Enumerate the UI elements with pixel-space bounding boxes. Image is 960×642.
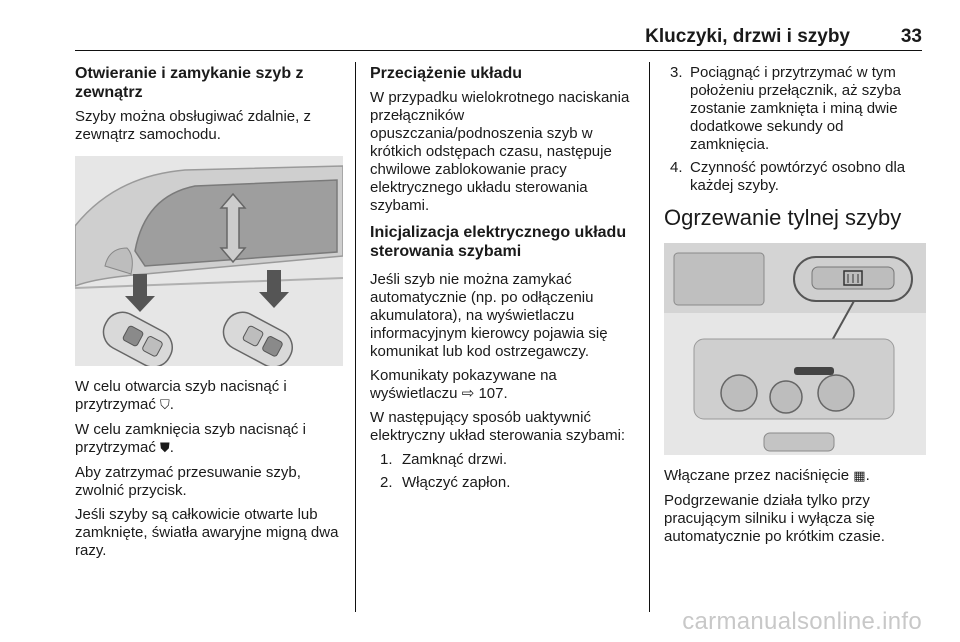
paragraph-close: W celu zamknięcia szyb nacisnąć i przytrzymać ⛊. bbox=[75, 421, 306, 456]
unlock-icon: ⛉ bbox=[160, 398, 170, 413]
section-heading: Ogrzewanie tylnej szyby bbox=[664, 205, 902, 230]
paragraph: Szyby można obsługiwać zdalnie, z zewnątrz samochodu. bbox=[75, 108, 311, 143]
steps-list bbox=[664, 64, 926, 195]
paragraph-open: W celu otwarcia szyb nacisnąć i przytrzymać ⛉. bbox=[75, 378, 287, 413]
header-title: Kluczyki, drzwi i szyby bbox=[645, 26, 850, 47]
paragraph: Aby zatrzymać przesuwanie szyb, zwolnić przycisk. bbox=[75, 464, 301, 499]
paragraph-reference: Komunikaty pokazywane na wyświetlaczu ⇨ 107. bbox=[370, 367, 557, 402]
section-heading: Inicjalizacja elektrycznego układu sterowania szybami bbox=[370, 224, 627, 260]
column-divider bbox=[649, 62, 650, 612]
list-item: 2. Włączyć zapłon. bbox=[380, 474, 511, 491]
watermark: carmanualsonline.info bbox=[682, 608, 922, 635]
paragraph-defrost: Włączane przez naciśnięcie ▦. bbox=[664, 467, 870, 484]
page-reference-link[interactable]: 107. bbox=[478, 385, 508, 402]
column-divider bbox=[355, 62, 356, 612]
list-item: 4. Czynność powtórzyć osobno dla każdej szyby. bbox=[670, 159, 906, 194]
column-2 bbox=[370, 64, 638, 498]
page-header bbox=[75, 22, 922, 51]
paragraph: Podgrzewanie działa tylko przy pracującym silniku i wyłącza się automatycznie po krótkim czasie. bbox=[664, 492, 885, 545]
lock-icon: ⛊ bbox=[160, 441, 170, 456]
paragraph: W następujący sposób uaktywnić elektryczny układ sterowania szybami: bbox=[370, 409, 626, 444]
column-1 bbox=[75, 64, 343, 566]
paragraph: Jeśli szyb nie można zamykać automatycznie (np. po odłączeniu akumulatora), na wyświetlaczu informacyjnym kierowcy pojawia się komunikat lub kod ostrzegawczy. bbox=[370, 271, 608, 360]
list-item: 1. Zamknąć drzwi. bbox=[380, 451, 508, 468]
dashboard-defrost-illustration bbox=[664, 243, 926, 455]
section-heading: Przeciążenie układu bbox=[370, 65, 523, 82]
page-number: 33 bbox=[900, 26, 922, 47]
steps-list bbox=[370, 451, 638, 492]
paragraph: W przypadku wielokrotnego naciskania przełączników opuszczania/podnoszenia szyb w krótkich odstępach czasu, następuje chwilowe zablokowanie pracy elektrycznego układu sterowania szybami. bbox=[370, 89, 630, 214]
section-heading: Otwieranie i zamykanie szyb z zewnątrz bbox=[75, 65, 304, 101]
paragraph: Jeśli szyby są całkowicie otwarte lub zamknięte, światła awaryjne migną dwa razy. bbox=[75, 506, 339, 559]
list-item: 3. Pociągnąć i przytrzymać w tym położeniu przełącznik, aż szyba zostanie zamknięta i miną dwie dodatkowe sekundy od zamknięcia. bbox=[670, 64, 901, 153]
rear-defrost-icon: ▦ bbox=[853, 469, 866, 484]
column-3 bbox=[664, 64, 926, 552]
window-remote-illustration bbox=[75, 156, 343, 366]
arrow-right-icon: ⇨ bbox=[461, 385, 475, 402]
